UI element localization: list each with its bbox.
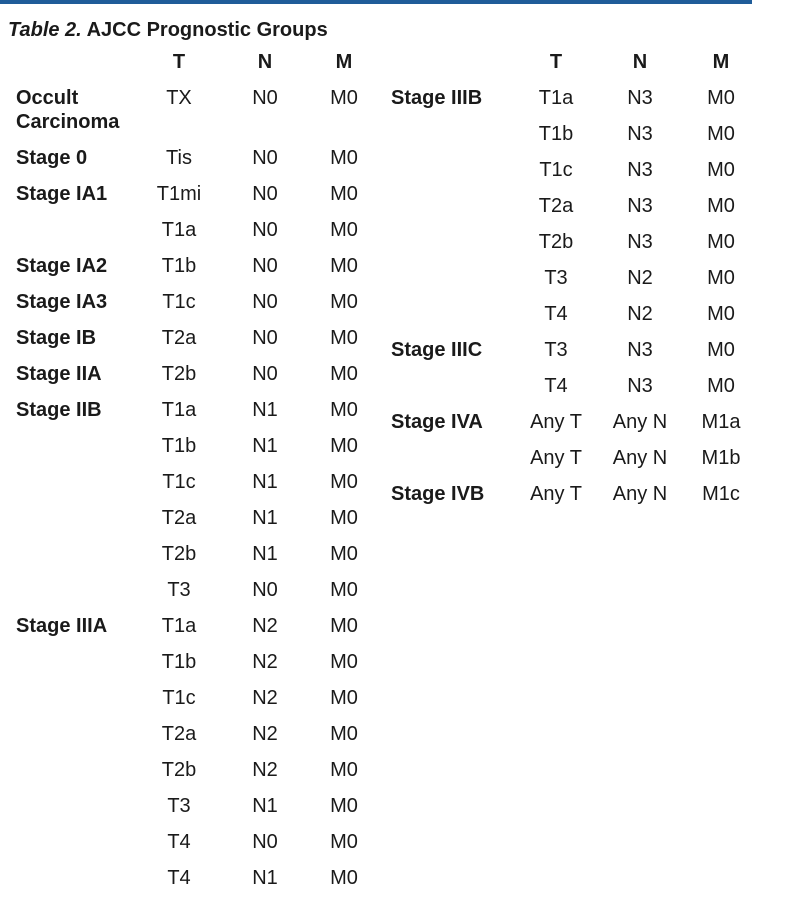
m-cell: M0 — [330, 507, 358, 529]
t-cell: T1mi — [156, 183, 202, 205]
n-cell: N0 — [252, 291, 278, 313]
m-cell: M0 — [330, 147, 358, 169]
m-cell: M0 — [707, 87, 735, 109]
t-cell: T1c — [539, 159, 573, 181]
table-row — [391, 298, 759, 334]
t-cell: T1c — [162, 471, 196, 493]
table-row — [16, 142, 380, 178]
n-cell: N0 — [252, 87, 278, 109]
table-row — [391, 154, 759, 190]
stage-label — [391, 442, 515, 478]
t-cell: T1b — [161, 255, 197, 277]
t-cell: T3 — [167, 579, 191, 601]
n-cell: N3 — [627, 123, 653, 145]
header-t: T — [172, 51, 186, 73]
n-cell: N2 — [252, 615, 278, 637]
m-cell: M0 — [330, 543, 358, 565]
n-cell: N1 — [252, 795, 278, 817]
stage-label: Stage IIIB — [391, 87, 483, 109]
table-caption — [8, 18, 328, 42]
n-cell: N0 — [252, 147, 278, 169]
m-cell: M0 — [330, 327, 358, 349]
m-cell: M0 — [330, 723, 358, 745]
t-cell: T1b — [538, 123, 574, 145]
t-cell: T2a — [161, 507, 197, 529]
t-cell: T3 — [544, 267, 568, 289]
header-n: N — [257, 51, 273, 73]
t-cell: T1a — [538, 87, 574, 109]
table-row — [391, 478, 759, 514]
table-row — [16, 502, 380, 538]
m-cell: M0 — [707, 123, 735, 145]
m-cell: M0 — [330, 615, 358, 637]
table-row — [391, 406, 759, 442]
table-row — [16, 610, 380, 646]
n-cell: N3 — [627, 87, 653, 109]
t-cell: T1a — [161, 615, 197, 637]
n-cell: N1 — [252, 867, 278, 889]
header-stage — [16, 46, 136, 82]
m-cell: M0 — [330, 471, 358, 493]
m-cell: M0 — [707, 303, 735, 325]
n-cell: N1 — [252, 507, 278, 529]
header-m: M — [335, 51, 353, 73]
stage-label: Stage IIIC — [391, 339, 483, 361]
m-cell: M0 — [330, 87, 358, 109]
n-cell: N1 — [252, 543, 278, 565]
table-row — [391, 370, 759, 406]
m-cell: M1b — [701, 447, 741, 469]
stage-label: Stage IVB — [391, 483, 485, 505]
t-cell: T1b — [161, 435, 197, 457]
t-cell: Any T — [530, 447, 582, 469]
table-row — [16, 466, 380, 502]
right-table-body — [391, 82, 759, 514]
m-cell: M0 — [707, 195, 735, 217]
stage-label — [16, 646, 136, 682]
m-cell: M0 — [707, 375, 735, 397]
table-row — [16, 358, 380, 394]
stage-label — [16, 538, 136, 574]
stage-label: Stage IA2 — [16, 255, 108, 277]
n-cell: N0 — [252, 219, 278, 241]
t-cell: T2b — [161, 759, 197, 781]
m-cell: M0 — [330, 291, 358, 313]
stage-label — [391, 262, 515, 298]
table-row — [16, 790, 380, 826]
table-row — [16, 82, 380, 142]
table-row — [16, 322, 380, 358]
n-cell: N2 — [252, 687, 278, 709]
stage-label — [16, 790, 136, 826]
n-cell: N3 — [627, 231, 653, 253]
m-cell: M0 — [707, 159, 735, 181]
stage-label — [391, 190, 515, 226]
n-cell: N0 — [252, 831, 278, 853]
n-cell: N2 — [252, 759, 278, 781]
table-caption-label: Table 2. — [8, 19, 82, 41]
n-cell: N3 — [627, 159, 653, 181]
t-cell: T1a — [161, 219, 197, 241]
stage-label — [391, 154, 515, 190]
stage-label: Stage IB — [16, 327, 97, 349]
t-cell: T1c — [162, 687, 196, 709]
table-row — [391, 190, 759, 226]
t-cell: T2a — [161, 327, 197, 349]
header-t: T — [549, 51, 563, 73]
t-cell: T4 — [167, 867, 191, 889]
n-cell: Any N — [612, 483, 668, 505]
table-row — [16, 754, 380, 790]
left-staging-table — [16, 46, 380, 898]
table-row — [391, 262, 759, 298]
stage-label: Occult Carcinoma — [16, 87, 120, 133]
m-cell: M0 — [707, 267, 735, 289]
table-row — [391, 334, 759, 370]
table-row — [16, 574, 380, 610]
n-cell: N3 — [627, 375, 653, 397]
n-cell: N1 — [252, 399, 278, 421]
table-row — [391, 442, 759, 478]
left-table-body — [16, 82, 380, 898]
stage-label: Stage IIB — [16, 399, 102, 421]
n-cell: N1 — [252, 435, 278, 457]
t-cell: T3 — [544, 339, 568, 361]
m-cell: M0 — [330, 435, 358, 457]
n-cell: N2 — [627, 267, 653, 289]
header-row — [16, 46, 380, 82]
right-staging-table — [391, 46, 759, 514]
t-cell: Tis — [166, 147, 192, 169]
n-cell: N2 — [252, 723, 278, 745]
n-cell: Any N — [612, 411, 668, 433]
stage-label — [16, 718, 136, 754]
stage-label: Stage IA3 — [16, 291, 108, 313]
t-cell: T2a — [538, 195, 574, 217]
m-cell: M0 — [707, 231, 735, 253]
top-rule — [0, 0, 752, 4]
t-cell: T2a — [161, 723, 197, 745]
stage-label: Stage IIA — [16, 363, 102, 385]
table-row — [16, 214, 380, 250]
m-cell: M0 — [330, 759, 358, 781]
m-cell: M1c — [702, 483, 740, 505]
m-cell: M0 — [330, 579, 358, 601]
table-row — [16, 682, 380, 718]
t-cell: T1c — [162, 291, 196, 313]
t-cell: TX — [166, 87, 192, 109]
stage-label — [16, 502, 136, 538]
stage-label: Stage IVA — [391, 411, 483, 433]
m-cell: M0 — [330, 831, 358, 853]
t-cell: T4 — [544, 375, 568, 397]
table-row — [391, 226, 759, 262]
stage-label — [16, 466, 136, 502]
table-row — [16, 538, 380, 574]
stage-label — [16, 214, 136, 250]
t-cell: Any T — [530, 411, 582, 433]
table-row — [16, 286, 380, 322]
n-cell: N0 — [252, 579, 278, 601]
m-cell: M0 — [330, 867, 358, 889]
t-cell: T1a — [161, 399, 197, 421]
stage-label — [391, 370, 515, 406]
stage-label — [16, 574, 136, 610]
stage-label — [391, 118, 515, 154]
m-cell: M0 — [707, 339, 735, 361]
n-cell: N0 — [252, 255, 278, 277]
header-row — [391, 46, 759, 82]
stage-label — [16, 430, 136, 466]
t-cell: T3 — [167, 795, 191, 817]
header-n: N — [632, 51, 648, 73]
stage-label: Stage IA1 — [16, 183, 108, 205]
table-row — [16, 826, 380, 862]
n-cell: N0 — [252, 327, 278, 349]
table-row — [16, 718, 380, 754]
stage-label — [16, 826, 136, 862]
t-cell: T4 — [544, 303, 568, 325]
m-cell: M0 — [330, 399, 358, 421]
table-row — [16, 430, 380, 466]
table-row — [16, 250, 380, 286]
header-stage — [391, 46, 515, 82]
table-caption-title: AJCC Prognostic Groups — [86, 19, 328, 41]
stage-label — [391, 298, 515, 334]
m-cell: M0 — [330, 363, 358, 385]
m-cell: M0 — [330, 795, 358, 817]
m-cell: M0 — [330, 255, 358, 277]
stage-label — [391, 226, 515, 262]
t-cell: Any T — [530, 483, 582, 505]
n-cell: N0 — [252, 363, 278, 385]
n-cell: N2 — [627, 303, 653, 325]
t-cell: T1b — [161, 651, 197, 673]
stage-label — [16, 862, 136, 898]
n-cell: N3 — [627, 195, 653, 217]
table-row — [391, 118, 759, 154]
m-cell: M0 — [330, 219, 358, 241]
t-cell: T2b — [538, 231, 574, 253]
stage-label — [16, 682, 136, 718]
t-cell: T2b — [161, 543, 197, 565]
table-row — [16, 862, 380, 898]
table-row — [16, 646, 380, 682]
m-cell: M0 — [330, 687, 358, 709]
n-cell: N3 — [627, 339, 653, 361]
table-row — [16, 178, 380, 214]
n-cell: N2 — [252, 651, 278, 673]
table-row — [16, 394, 380, 430]
header-m: M — [712, 51, 730, 73]
n-cell: N0 — [252, 183, 278, 205]
m-cell: M0 — [330, 651, 358, 673]
m-cell: M1a — [701, 411, 741, 433]
n-cell: N1 — [252, 471, 278, 493]
t-cell: T2b — [161, 363, 197, 385]
stage-label — [16, 754, 136, 790]
table-row — [391, 82, 759, 118]
stage-label: Stage 0 — [16, 147, 88, 169]
m-cell: M0 — [330, 183, 358, 205]
t-cell: T4 — [167, 831, 191, 853]
n-cell: Any N — [612, 447, 668, 469]
stage-label: Stage IIIA — [16, 615, 108, 637]
